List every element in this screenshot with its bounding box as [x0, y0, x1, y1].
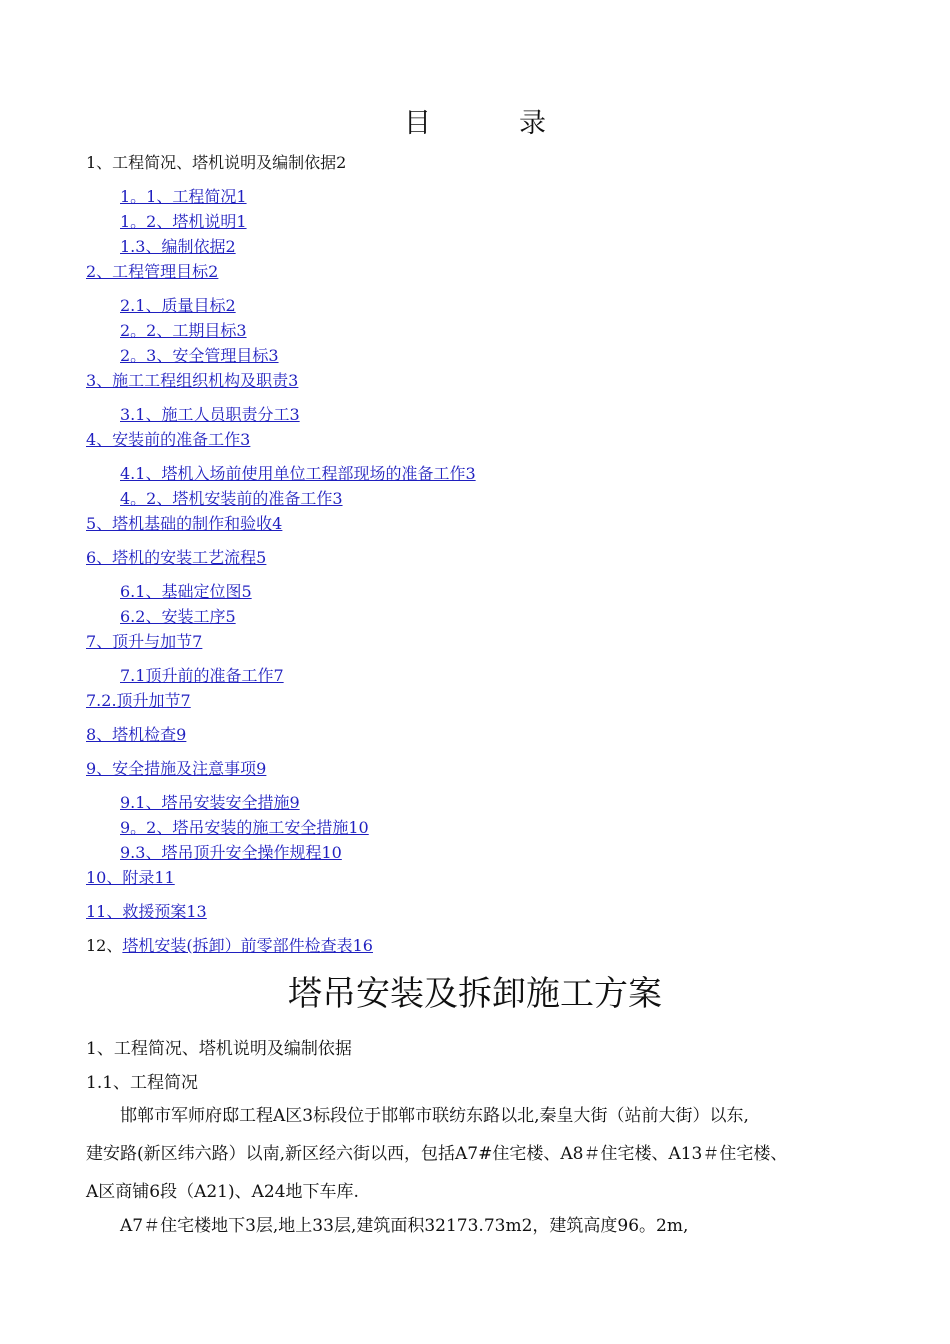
- toc-entry[interactable]: 4.1、塔机入场前使用单位工程部现场的准备工作3: [120, 464, 476, 483]
- toc-entry[interactable]: 4。2、塔机安装前的准备工作3: [120, 489, 343, 508]
- document-title: 塔吊安装及拆卸施工方案: [288, 974, 662, 1014]
- toc-entry[interactable]: 1.3、编制依据2: [120, 237, 236, 256]
- paragraph-line: 建安路(新区纬六路）以南,新区经六街以西，包括A7#住宅楼、A8＃住宅楼、A13＃住宅楼、: [86, 1144, 788, 1164]
- toc-entry[interactable]: 1、工程简况、塔机说明及编制依据2: [86, 153, 347, 172]
- toc-title-left: 目: [404, 108, 431, 139]
- toc-entry[interactable]: 3、施工工程组织机构及职责3: [86, 371, 299, 390]
- toc-entry[interactable]: 5、塔机基础的制作和验收4: [86, 514, 283, 533]
- toc-entry[interactable]: 2、工程管理目标2: [86, 262, 219, 281]
- toc-entry[interactable]: 6、塔机的安装工艺流程5: [86, 548, 267, 567]
- toc-entry[interactable]: 1。2、塔机说明1: [120, 212, 247, 231]
- paragraph-line: A区商铺6段（A21)、A24地下车库.: [86, 1182, 359, 1202]
- toc-entry[interactable]: 7、顶升与加节7: [86, 632, 203, 651]
- toc-entry[interactable]: 10、附录11: [86, 868, 175, 887]
- toc-entry[interactable]: 7.2.顶升加节7: [86, 691, 191, 710]
- toc-entry[interactable]: 6.2、安装工序5: [120, 607, 236, 626]
- toc-title: [0, 104, 950, 144]
- toc-title-right: 录: [519, 108, 546, 139]
- toc-entry[interactable]: 9.3、塔吊顶升安全操作规程10: [120, 843, 342, 862]
- toc-entry[interactable]: 1。1、工程简况1: [120, 187, 247, 206]
- subsection-heading: 1.1、工程简况: [86, 1073, 199, 1093]
- toc-entry[interactable]: 9、安全措施及注意事项9: [86, 759, 267, 778]
- section-heading: 1、工程简况、塔机说明及编制依据: [86, 1039, 352, 1059]
- toc-entry[interactable]: 4、安装前的准备工作3: [86, 430, 251, 449]
- paragraph-line: A7＃住宅楼地下3层,地上33层,建筑面积32173.73m2，建筑高度96。2m,: [120, 1216, 689, 1236]
- toc-entry[interactable]: 7.1顶升前的准备工作7: [120, 666, 284, 685]
- toc-entry[interactable]: 9。2、塔吊安装的施工安全措施10: [120, 818, 369, 837]
- toc-entry[interactable]: 9.1、塔吊安装安全措施9: [120, 793, 300, 812]
- toc-entry[interactable]: 12、塔机安装(拆卸）前零部件检查表16: [86, 936, 373, 955]
- toc-entry[interactable]: 2。2、工期目标3: [120, 321, 247, 340]
- toc-entry[interactable]: 3.1、施工人员职责分工3: [120, 405, 300, 424]
- toc-entry[interactable]: 8、塔机检查9: [86, 725, 187, 744]
- toc-entry[interactable]: 2。3、安全管理目标3: [120, 346, 279, 365]
- toc-entry[interactable]: 6.1、基础定位图5: [120, 582, 252, 601]
- paragraph-line: 邯郸市军师府邸工程A区3标段位于邯郸市联纺东路以北,秦皇大街（站前大街）以东,: [120, 1106, 749, 1126]
- toc-entry[interactable]: 2.1、质量目标2: [120, 296, 236, 315]
- toc-entry[interactable]: 11、救援预案13: [86, 902, 207, 921]
